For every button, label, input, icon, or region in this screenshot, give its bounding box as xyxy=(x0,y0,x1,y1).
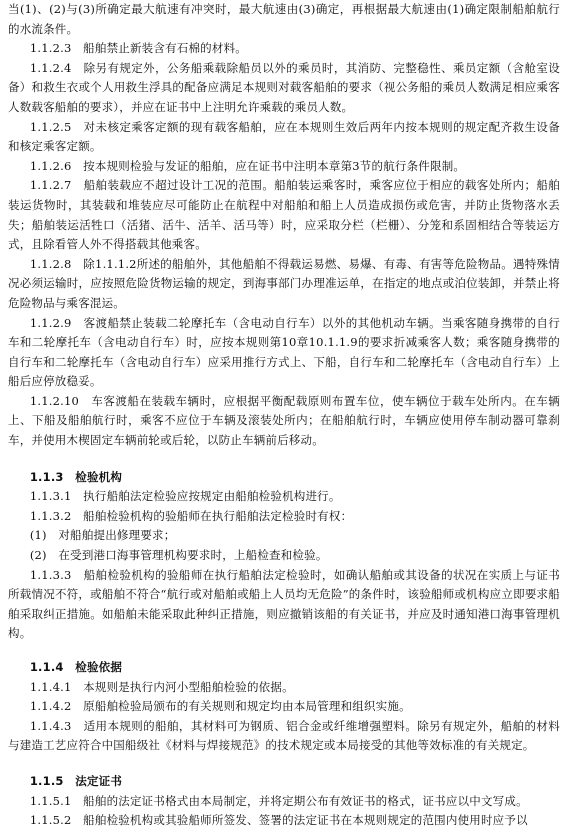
clause-1-1-4-2: 1.1.4.2 原船舶检验局颁布的有关规则和规定均由本局管理和组织实施。 xyxy=(29,699,411,714)
clause-1-1-2-8: 1.1.2.8 除1.1.1.2所述的船舶外，其他船舶不得载运易燃、易爆、有毒、有害等危险物品。遇特殊情况必须运输时，应按照危险货物运输的规定，到海事部门办理准运单，在指定的地点或泊位装卸，并禁止将危险物品与乘客混运。 xyxy=(8,256,560,310)
clause-1-1-5-2: 1.1.5.2 船舶检验机构或其验船师所签发、签署的法定证书在本规则规定的范围内使用时应予以 xyxy=(29,813,528,828)
paragraph: 当(1)、(2)与(3)所确定最大航速有冲突时，最大航速由(3)确定，再根据最大航速由(1)确定限制船舶航行的水流条件。 xyxy=(8,2,560,36)
section-heading-1-1-4: 1.1.4 检验依据 xyxy=(29,660,123,674)
list-item: (1) 对船舶提出修理要求； xyxy=(29,528,176,543)
clause-1-1-2-7: 1.1.2.7 船舶装载应不超过设计工况的范围。船舶装运乘客时，乘客应位于相应的载客处所内；船舶装运货物时，其装载和堆装应尽可能防止在航程中对船舶和船上人员造成损伤或危害，并防止货物落水丢失；船舶装运活牲口（活猪、活牛、活羊、活马等）时，应采取分栏（栏栅）、分笼和系固相结合等装运方式，且除看管人外不得搭载其他乘客。 xyxy=(8,178,560,252)
clause-1-1-3-2: 1.1.3.2 船舶检验机构的验船师在执行船舶法定检验时有权： xyxy=(29,508,353,523)
list-item: (2) 在受到港口海事管理机构要求时，上船检查和检验。 xyxy=(29,548,328,563)
section-heading-1-1-3: 1.1.3 检验机构 xyxy=(29,469,123,484)
section-heading-1-1-5: 1.1.5 法定证书 xyxy=(29,773,123,788)
clause-1-1-3-1: 1.1.3.1 执行船舶法定检验应按规定由船舶检验机构进行。 xyxy=(29,489,341,504)
clause-1-1-3-3: 1.1.3.3 船舶检验机构的验船师在执行船舶法定检验时，如确认船舶或其设备的状况在实质上与证书所载情况不符，或船舶不符合“航行或对船舶或船上人员均无危险”的条件时，该验船师或机构应立即要求船舶采取纠正措施。如船舶未能采取此种纠正措施，则应撤销该船的有关证书，并应及时通知港口海事管理机构。 xyxy=(8,567,560,641)
clause-1-1-2-3: 1.1.2.3 船舶禁止新装含有石棉的材料。 xyxy=(29,41,247,56)
clause-1-1-2-9: 1.1.2.9 客渡船禁止装载二轮摩托车（含电动自行车）以外的其他机动车辆。当乘客随身携带的自行车和二轮摩托车（含电动自行车）时，应按本规则第10章10.1.1.9的要求折减乘客人数；乘客随身携带的自行车和二轮摩托车（含电动自行车）应采用推行方式上、下船，自行车和二轮摩托车（含电动自行车）上船后应停放稳妥。 xyxy=(8,315,560,389)
clause-1-1-5-1: 1.1.5.1 船舶的法定证书格式由本局制定，并将定期公布有效证书的格式，证书应以中文写成。 xyxy=(29,793,528,808)
clause-1-1-2-6: 1.1.2.6 按本规则检验与发证的船舶，应在证书中注明本章第3节的航行条件限制。 xyxy=(29,158,466,173)
clause-1-1-2-10: 1.1.2.10 车客渡船在装载车辆时，应根据平衡配载原则布置车位，使车辆位于载车处所内。在车辆上、下船及船舶航行时，乘客不应位于车辆及滚装处所内；在船舶航行时，车辆应使用停车制动器可靠刹车，并使用木楔固定车辆前轮或后轮，以防止车辆前后移动。 xyxy=(8,393,560,448)
clause-1-1-4-3: 1.1.4.3 适用本规则的船舶，其材料可为钢质、铝合金或纤维增强塑料。除另有规定外，船舶的材料与建造工艺应符合中国船级社《材料与焊接规范》的技术规定或本局接受的其他等效标准的有关规定。 xyxy=(8,718,560,753)
clause-1-1-2-4: 1.1.2.4 除另有规定外，公务船乘载除船员以外的乘员时，其消防、完整稳性、乘员定额（含舱室设备）和救生衣或个人用救生浮具的配备应满足本规则对载客船舶的要求（视公务船的乘员人数满足相应乘客人数载客船舶的要求），并应在证书中上注明允许乘载的乘员人数。 xyxy=(8,60,560,114)
clause-1-1-2-5: 1.1.2.5 对未核定乘客定额的现有载客船舶，应在本规则生效后两年内按本规则的规定配齐救生设备和核定乘客定额。 xyxy=(8,119,560,154)
clause-1-1-4-1: 1.1.4.1 本规则是执行内河小型船舶检验的依据。 xyxy=(29,679,294,694)
